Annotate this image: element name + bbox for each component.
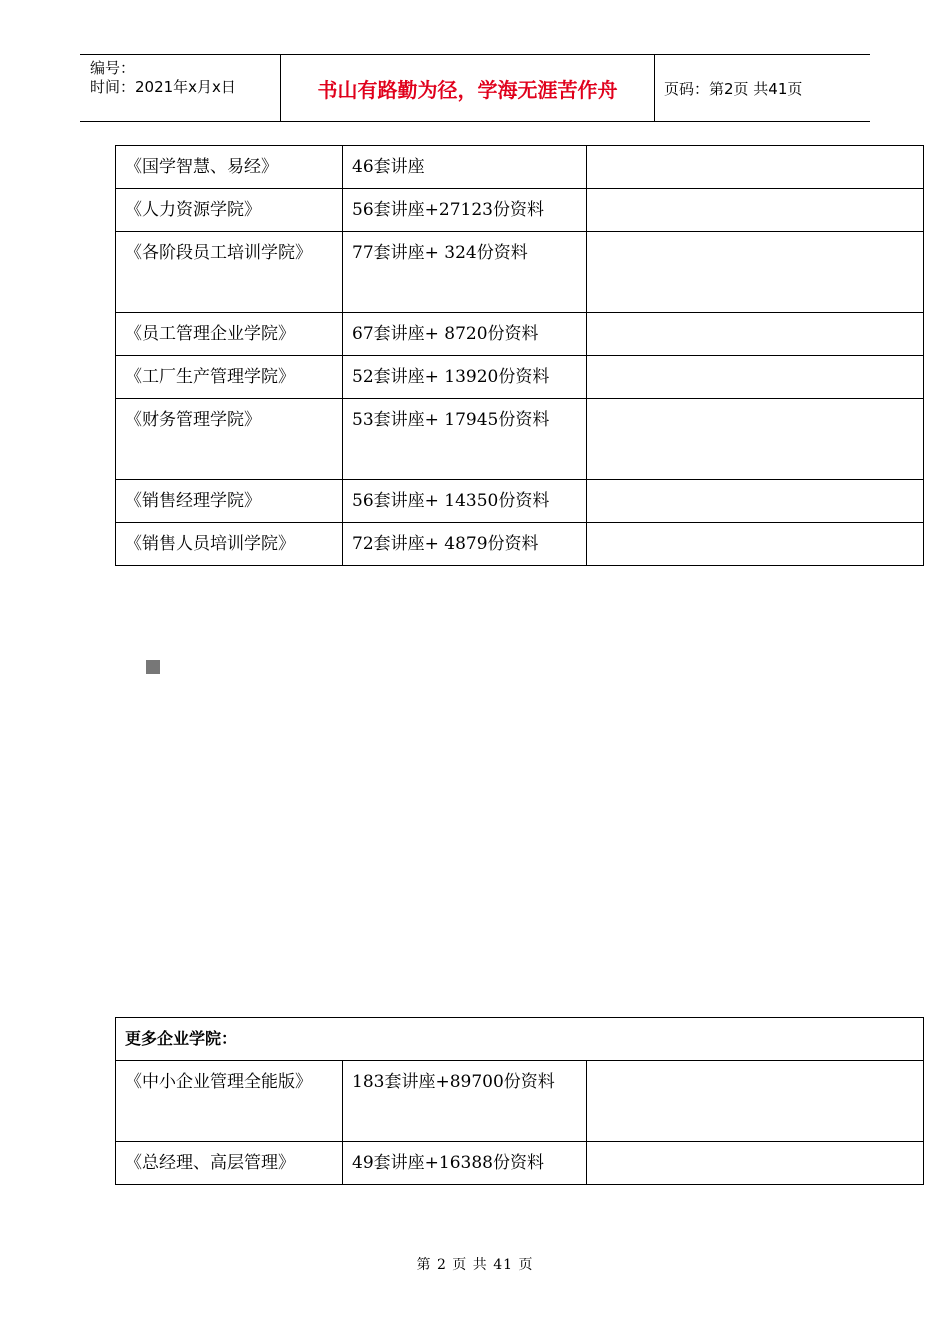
course-name: 《人力资源学院》: [116, 189, 343, 232]
more-colleges-table: [115, 1017, 924, 1185]
course-extra: [587, 523, 924, 566]
header-slogan: 书山有路勤为径，学海无涯苦作舟: [281, 55, 655, 121]
table-row: [116, 146, 924, 189]
course-extra: [587, 1142, 924, 1185]
course-detail: 52套讲座+ 13920份资料: [343, 356, 587, 399]
table-row: [116, 313, 924, 356]
course-name: 《财务管理学院》: [116, 399, 343, 480]
course-extra: [587, 232, 924, 313]
course-detail: 49套讲座+16388份资料: [343, 1142, 587, 1185]
table-row: [116, 189, 924, 232]
course-extra: [587, 313, 924, 356]
header-page-info: 页码：第2页 共41页: [664, 79, 803, 98]
course-extra: [587, 1061, 924, 1142]
course-detail: 46套讲座: [343, 146, 587, 189]
course-extra: [587, 356, 924, 399]
course-extra: [587, 480, 924, 523]
course-extra: [587, 399, 924, 480]
table-row: [116, 480, 924, 523]
table-heading: 更多企业学院：: [116, 1018, 924, 1061]
course-name: 《员工管理企业学院》: [116, 313, 343, 356]
table-row: [116, 399, 924, 480]
course-detail: 56套讲座+27123份资料: [343, 189, 587, 232]
document-time: 时间：2021年x月x日: [90, 78, 236, 96]
course-name: 《销售经理学院》: [116, 480, 343, 523]
course-detail: 53套讲座+ 17945份资料: [343, 399, 587, 480]
course-name: 《国学智慧、易经》: [116, 146, 343, 189]
courses-table: [115, 145, 924, 566]
table-row: [116, 1061, 924, 1142]
page-footer: 第 2 页 共 41 页: [416, 1257, 534, 1273]
course-name: 《总经理、高层管理》: [116, 1142, 343, 1185]
table-row: [116, 1142, 924, 1185]
document-number: 编号：: [90, 59, 136, 77]
course-name: 《工厂生产管理学院》: [116, 356, 343, 399]
course-detail: 67套讲座+ 8720份资料: [343, 313, 587, 356]
table-row: [116, 232, 924, 313]
header-meta: [80, 55, 281, 121]
course-extra: [587, 146, 924, 189]
page-header: [80, 54, 870, 122]
course-detail: 77套讲座+ 324份资料: [343, 232, 587, 313]
course-name: 《中小企业管理全能版》: [116, 1061, 343, 1142]
course-detail: 183套讲座+89700份资料: [343, 1061, 587, 1142]
course-detail: 56套讲座+ 14350份资料: [343, 480, 587, 523]
course-name: 《销售人员培训学院》: [116, 523, 343, 566]
course-detail: 72套讲座+ 4879份资料: [343, 523, 587, 566]
course-extra: [587, 189, 924, 232]
square-bullet-icon: [146, 660, 160, 674]
table-heading-row: [116, 1018, 924, 1061]
table-row: [116, 356, 924, 399]
course-name: 《各阶段员工培训学院》: [116, 232, 343, 313]
table-row: [116, 523, 924, 566]
